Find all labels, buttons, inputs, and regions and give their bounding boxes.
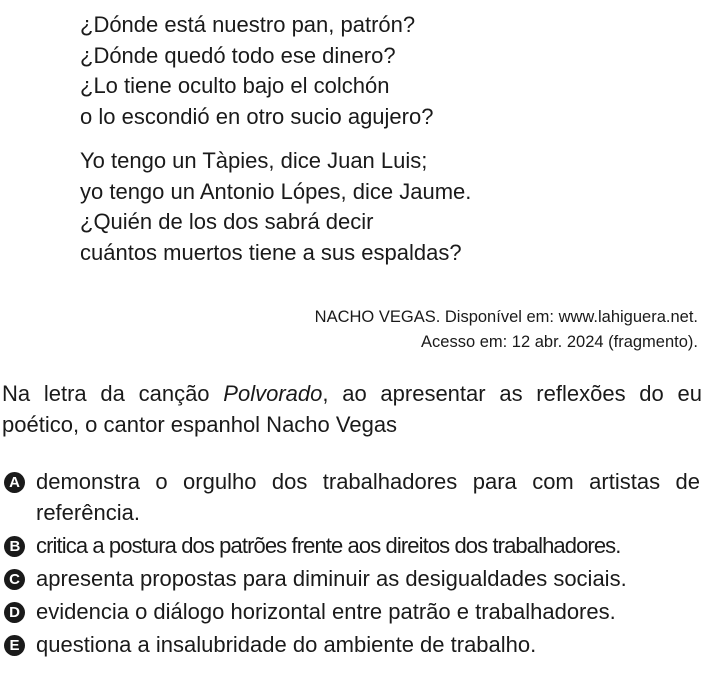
question-text-after: , ao apresentar as reflexões do eu poético, o cantor espanhol Nacho Vegas	[2, 381, 702, 437]
option-letter-c-icon: C	[4, 569, 25, 590]
verse: o lo escondió en otro sucio agujero?	[80, 103, 434, 129]
option-text: evidencia o diálogo horizontal entre patrão e trabalhadores.	[36, 599, 616, 624]
option-text: apresenta propostas para diminuir as desigualdades sociais.	[36, 566, 627, 591]
verse: cuántos muertos tiene a sus espaldas?	[80, 239, 462, 265]
option-text: questiona a insalubridade do ambiente de trabalho.	[36, 632, 537, 657]
song-title: Polvorado	[223, 381, 323, 406]
stanza-1	[80, 10, 471, 132]
question-stem	[2, 378, 702, 440]
option-letter-d-icon: D	[4, 602, 25, 623]
option-a[interactable]	[4, 466, 700, 528]
verse: yo tengo un Antonio Lópes, dice Jaume.	[80, 178, 472, 204]
source-line: Acesso em: 12 abr. 2024 (fragmento).	[421, 333, 698, 351]
option-letter-b-icon: B	[4, 536, 25, 557]
answer-options	[4, 466, 700, 662]
option-letter-a-icon: A	[4, 472, 25, 493]
poem	[80, 10, 471, 268]
source-citation	[315, 305, 698, 355]
verse: ¿Dónde está nuestro pan, patrón?	[80, 12, 416, 37]
option-text: demonstra o orgulho dos trabalhadores para com artistas de referência.	[36, 469, 700, 525]
question-text-before: Na letra da canção	[2, 381, 224, 406]
option-letter-e-icon: E	[4, 635, 25, 656]
option-d[interactable]	[4, 596, 700, 627]
option-b[interactable]	[4, 530, 700, 561]
verse: ¿Lo tiene oculto bajo el colchón	[80, 73, 390, 98]
source-line: NACHO VEGAS. Disponível em: www.lahiguera.net.	[314, 308, 698, 326]
verse: Yo tengo un Tàpies, dice Juan Luis;	[80, 148, 428, 173]
stanza-2	[80, 146, 471, 268]
verse: ¿Quién de los dos sabrá decir	[80, 209, 374, 234]
option-c[interactable]	[4, 563, 700, 594]
option-text: critica a postura dos patrões frente aos direitos dos trabalhadores.	[36, 533, 621, 558]
verse: ¿Dónde quedó todo ese dinero?	[80, 42, 396, 68]
option-e[interactable]	[4, 629, 700, 660]
